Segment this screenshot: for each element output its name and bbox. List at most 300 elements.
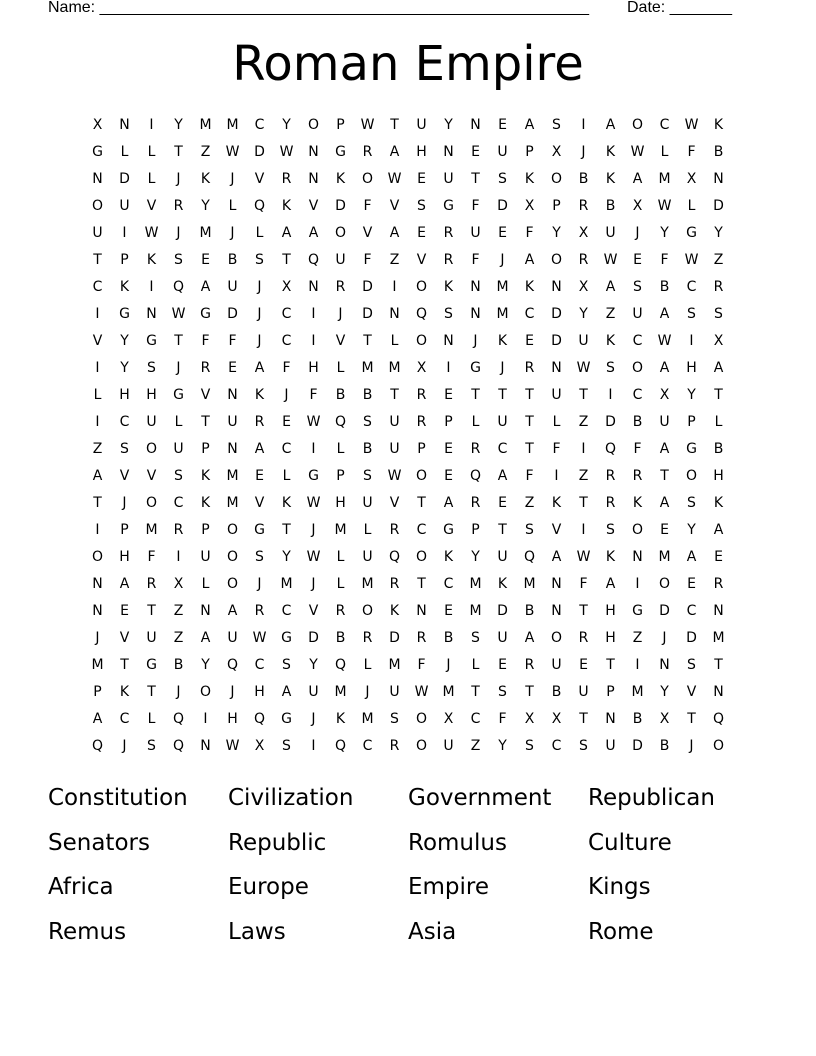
grid-letter: C xyxy=(497,440,508,457)
grid-letter: Q xyxy=(334,413,347,430)
grid-letter: Q xyxy=(172,710,185,727)
grid-letter: I xyxy=(581,521,586,538)
grid-letter: T xyxy=(525,386,534,403)
grid-letter: A xyxy=(551,548,562,565)
grid-letter: I xyxy=(608,386,613,403)
grid-letter: O xyxy=(550,170,563,187)
grid-letter: J xyxy=(230,224,235,241)
grid-letter: B xyxy=(632,413,643,430)
grid-letter: U xyxy=(497,143,508,160)
grid-letter: V xyxy=(146,467,157,484)
grid-letter: F xyxy=(687,143,696,160)
grid-letter: O xyxy=(91,197,104,214)
grid-letter: C xyxy=(119,413,130,430)
grid-letter: J xyxy=(446,656,451,673)
grid-letter: U xyxy=(497,629,508,646)
word-bank-row xyxy=(48,910,768,955)
grid-letter: N xyxy=(119,116,130,133)
grid-row xyxy=(84,111,732,138)
grid-letter: V xyxy=(92,332,103,349)
grid-letter: S xyxy=(120,440,129,457)
grid-letter: V xyxy=(308,197,319,214)
grid-letter: K xyxy=(443,278,454,295)
grid-letter: I xyxy=(95,305,100,322)
grid-letter: S xyxy=(687,305,696,322)
grid-letter: D xyxy=(659,602,670,619)
grid-letter: V xyxy=(308,602,319,619)
grid-letter: S xyxy=(687,656,696,673)
grid-letter: C xyxy=(443,575,454,592)
grid-letter: S xyxy=(633,278,642,295)
grid-letter: R xyxy=(362,629,373,646)
grid-letter: K xyxy=(713,116,724,133)
grid-letter: V xyxy=(686,683,697,700)
grid-letter: C xyxy=(686,602,697,619)
grid-letter: J xyxy=(176,224,181,241)
grid-letter: W xyxy=(414,683,429,700)
word-bank-item: Senators xyxy=(48,829,150,856)
grid-letter: X xyxy=(713,332,724,349)
grid-letter: U xyxy=(578,683,589,700)
grid-letter: I xyxy=(149,278,154,295)
grid-letter: C xyxy=(632,386,643,403)
word-bank-item: Constitution xyxy=(48,785,188,812)
grid-letter: I xyxy=(176,548,181,565)
grid-letter: U xyxy=(227,629,238,646)
grid-letter: W xyxy=(306,413,321,430)
grid-letter: J xyxy=(284,386,289,403)
grid-letter: E xyxy=(120,602,129,619)
grid-letter: C xyxy=(362,737,373,754)
grid-letter: P xyxy=(120,521,129,538)
grid-letter: U xyxy=(578,332,589,349)
grid-letter: G xyxy=(254,521,265,538)
grid-letter: Y xyxy=(660,683,669,700)
grid-letter: O xyxy=(631,116,644,133)
grid-row xyxy=(84,435,732,462)
grid-letter: F xyxy=(228,332,237,349)
grid-letter: F xyxy=(147,548,156,565)
grid-letter: X xyxy=(551,143,562,160)
grid-letter: B xyxy=(713,143,724,160)
word-bank-item: Europe xyxy=(228,874,309,901)
grid-letter: P xyxy=(93,683,102,700)
grid-letter: Z xyxy=(92,440,103,457)
grid-letter: W xyxy=(657,197,672,214)
word-bank-row xyxy=(48,776,768,821)
grid-letter: A xyxy=(605,278,616,295)
grid-letter: X xyxy=(443,710,454,727)
grid-letter: U xyxy=(605,737,616,754)
grid-letter: B xyxy=(443,629,454,646)
grid-letter: J xyxy=(662,629,667,646)
grid-letter: T xyxy=(579,602,588,619)
grid-letter: V xyxy=(254,170,265,187)
grid-letter: J xyxy=(311,521,316,538)
grid-row xyxy=(84,732,732,759)
grid-letter: I xyxy=(554,467,559,484)
grid-letter: C xyxy=(416,521,427,538)
word-bank-item: Laws xyxy=(228,918,286,945)
grid-letter: K xyxy=(632,494,643,511)
grid-letter: T xyxy=(93,494,102,511)
grid-letter: Q xyxy=(253,710,266,727)
grid-letter: F xyxy=(525,224,534,241)
grid-letter: B xyxy=(605,197,616,214)
grid-letter: U xyxy=(389,413,400,430)
grid-row xyxy=(84,462,732,489)
grid-row xyxy=(84,138,732,165)
grid-letter: R xyxy=(416,386,427,403)
grid-letter: U xyxy=(119,197,130,214)
grid-letter: M xyxy=(145,521,158,538)
grid-letter: G xyxy=(335,143,346,160)
grid-letter: I xyxy=(122,224,127,241)
grid-letter: X xyxy=(632,197,643,214)
grid-letter: K xyxy=(605,332,616,349)
grid-letter: S xyxy=(579,737,588,754)
grid-letter: K xyxy=(389,602,400,619)
grid-letter: C xyxy=(254,116,265,133)
grid-row xyxy=(84,678,732,705)
grid-letter: F xyxy=(471,197,480,214)
grid-letter: Z xyxy=(389,251,400,268)
grid-letter: J xyxy=(500,359,505,376)
grid-letter: K xyxy=(254,386,265,403)
grid-letter: O xyxy=(415,710,428,727)
grid-letter: Y xyxy=(471,548,480,565)
grid-row xyxy=(84,516,732,543)
grid-letter: T xyxy=(525,683,534,700)
grid-letter: R xyxy=(578,251,589,268)
grid-letter: S xyxy=(552,116,561,133)
grid-letter: R xyxy=(524,656,535,673)
grid-letter: U xyxy=(173,440,184,457)
grid-letter: B xyxy=(227,251,238,268)
grid-letter: J xyxy=(176,170,181,187)
page-title: Roman Empire xyxy=(232,36,584,92)
grid-letter: X xyxy=(659,710,670,727)
grid-letter: G xyxy=(119,305,130,322)
grid-letter: W xyxy=(576,359,591,376)
grid-letter: E xyxy=(498,494,507,511)
grid-letter: A xyxy=(281,224,292,241)
name-field-label: Name: _______________________________________________________ xyxy=(48,0,589,16)
grid-letter: N xyxy=(551,359,562,376)
grid-letter: Q xyxy=(307,251,320,268)
grid-letter: N xyxy=(389,305,400,322)
grid-letter: R xyxy=(173,521,184,538)
grid-letter: I xyxy=(689,332,694,349)
grid-letter: T xyxy=(417,575,426,592)
grid-letter: Z xyxy=(713,251,724,268)
grid-row xyxy=(84,246,732,273)
grid-letter: H xyxy=(605,629,616,646)
grid-letter: B xyxy=(632,710,643,727)
grid-letter: G xyxy=(686,224,697,241)
grid-letter: S xyxy=(174,467,183,484)
grid-letter: D xyxy=(632,737,643,754)
grid-letter: L xyxy=(552,413,561,430)
grid-letter: R xyxy=(416,629,427,646)
grid-letter: N xyxy=(92,602,103,619)
grid-letter: U xyxy=(200,548,211,565)
grid-letter: L xyxy=(120,143,129,160)
grid-letter: U xyxy=(146,413,157,430)
grid-letter: L xyxy=(714,413,723,430)
grid-letter: Z xyxy=(578,413,589,430)
grid-letter: V xyxy=(362,224,373,241)
grid-letter: C xyxy=(281,440,292,457)
grid-letter: K xyxy=(605,143,616,160)
grid-letter: K xyxy=(524,170,535,187)
grid-letter: A xyxy=(227,602,238,619)
grid-letter: G xyxy=(443,521,454,538)
grid-letter: T xyxy=(525,413,534,430)
grid-letter: A xyxy=(443,494,454,511)
grid-letter: O xyxy=(415,737,428,754)
grid-letter: W xyxy=(306,548,321,565)
grid-letter: P xyxy=(525,143,534,160)
grid-letter: I xyxy=(446,359,451,376)
grid-letter: A xyxy=(92,710,103,727)
grid-letter: N xyxy=(470,116,481,133)
grid-letter: W xyxy=(225,737,240,754)
grid-letter: R xyxy=(470,440,481,457)
grid-row xyxy=(84,705,732,732)
grid-letter: Q xyxy=(469,467,482,484)
grid-letter: V xyxy=(146,197,157,214)
grid-letter: M xyxy=(496,305,509,322)
grid-letter: M xyxy=(226,494,239,511)
grid-letter: A xyxy=(200,278,211,295)
grid-letter: P xyxy=(552,197,561,214)
grid-letter: D xyxy=(551,305,562,322)
grid-letter: S xyxy=(282,737,291,754)
grid-letter: S xyxy=(525,521,534,538)
grid-letter: X xyxy=(524,710,535,727)
grid-letter: K xyxy=(200,170,211,187)
grid-letter: M xyxy=(631,683,644,700)
grid-letter: R xyxy=(416,413,427,430)
grid-letter: O xyxy=(307,116,320,133)
grid-letter: V xyxy=(389,494,400,511)
grid-letter: M xyxy=(334,683,347,700)
word-bank-item: Asia xyxy=(408,918,457,945)
grid-letter: L xyxy=(228,197,237,214)
grid-letter: K xyxy=(119,278,130,295)
grid-letter: Y xyxy=(201,197,210,214)
grid-letter: F xyxy=(282,359,291,376)
grid-letter: M xyxy=(469,602,482,619)
grid-letter: X xyxy=(281,278,292,295)
grid-letter: W xyxy=(630,143,645,160)
grid-letter: M xyxy=(523,575,536,592)
grid-letter: L xyxy=(147,170,156,187)
word-bank-item: Culture xyxy=(588,829,672,856)
grid-letter: L xyxy=(363,656,372,673)
grid-letter: T xyxy=(471,683,480,700)
grid-letter: A xyxy=(119,575,130,592)
grid-letter: T xyxy=(282,251,291,268)
grid-letter: B xyxy=(362,386,373,403)
grid-letter: E xyxy=(282,413,291,430)
grid-letter: T xyxy=(606,656,615,673)
grid-letter: Z xyxy=(173,602,184,619)
grid-letter: U xyxy=(443,737,454,754)
grid-letter: O xyxy=(145,494,158,511)
word-bank xyxy=(48,776,768,954)
grid-letter: F xyxy=(660,251,669,268)
grid-letter: H xyxy=(227,710,238,727)
word-bank-item: Empire xyxy=(408,874,490,901)
grid-letter: X xyxy=(92,116,103,133)
grid-letter: N xyxy=(200,602,211,619)
grid-letter: K xyxy=(443,548,454,565)
grid-letter: A xyxy=(605,116,616,133)
grid-letter: J xyxy=(176,359,181,376)
grid-letter: Q xyxy=(523,548,536,565)
grid-letter: G xyxy=(308,467,319,484)
grid-letter: U xyxy=(389,440,400,457)
grid-letter: N xyxy=(551,575,562,592)
grid-letter: A xyxy=(92,467,103,484)
grid-letter: O xyxy=(91,548,104,565)
grid-letter: I xyxy=(203,710,208,727)
grid-letter: Z xyxy=(200,143,211,160)
word-bank-row xyxy=(48,865,768,910)
grid-letter: J xyxy=(473,332,478,349)
grid-letter: R xyxy=(254,413,265,430)
grid-letter: N xyxy=(713,170,724,187)
word-bank-item: Government xyxy=(408,785,552,812)
grid-letter: A xyxy=(308,224,319,241)
grid-letter: B xyxy=(173,656,184,673)
grid-letter: K xyxy=(119,683,130,700)
grid-letter: E xyxy=(255,467,264,484)
grid-letter: K xyxy=(200,494,211,511)
grid-letter: D xyxy=(551,332,562,349)
grid-letter: T xyxy=(417,494,426,511)
grid-letter: A xyxy=(659,440,670,457)
grid-letter: W xyxy=(144,224,159,241)
grid-letter: A xyxy=(686,548,697,565)
grid-letter: N xyxy=(551,278,562,295)
grid-letter: L xyxy=(471,413,480,430)
grid-letter: J xyxy=(338,305,343,322)
grid-letter: S xyxy=(498,170,507,187)
grid-letter: J xyxy=(500,251,505,268)
grid-letter: P xyxy=(201,440,210,457)
grid-letter: M xyxy=(226,467,239,484)
grid-row xyxy=(84,489,732,516)
grid-letter: W xyxy=(387,170,402,187)
grid-letter: Y xyxy=(444,116,453,133)
grid-letter: T xyxy=(390,386,399,403)
word-bank-item: Africa xyxy=(48,874,114,901)
grid-letter: R xyxy=(713,575,724,592)
grid-letter: B xyxy=(578,170,589,187)
grid-letter: F xyxy=(471,251,480,268)
grid-letter: N xyxy=(632,548,643,565)
grid-letter: H xyxy=(308,359,319,376)
grid-letter: H xyxy=(119,548,130,565)
grid-letter: Z xyxy=(470,737,481,754)
letter-grid xyxy=(84,111,732,759)
grid-letter: N xyxy=(713,602,724,619)
grid-letter: A xyxy=(713,359,724,376)
grid-letter: O xyxy=(226,575,239,592)
grid-row xyxy=(84,543,732,570)
grid-letter: R xyxy=(443,251,454,268)
grid-letter: Z xyxy=(173,629,184,646)
grid-letter: P xyxy=(471,521,480,538)
grid-letter: Y xyxy=(687,521,696,538)
grid-letter: R xyxy=(605,494,616,511)
grid-letter: S xyxy=(498,683,507,700)
grid-letter: O xyxy=(361,602,374,619)
grid-letter: C xyxy=(281,305,292,322)
grid-row xyxy=(84,327,732,354)
grid-letter: P xyxy=(687,413,696,430)
grid-letter: W xyxy=(684,251,699,268)
grid-letter: Q xyxy=(253,197,266,214)
grid-letter: H xyxy=(146,386,157,403)
grid-letter: M xyxy=(469,575,482,592)
grid-letter: G xyxy=(470,359,481,376)
grid-letter: J xyxy=(122,737,127,754)
grid-letter: O xyxy=(226,548,239,565)
grid-letter: U xyxy=(146,629,157,646)
grid-letter: V xyxy=(335,332,346,349)
grid-letter: O xyxy=(226,521,239,538)
grid-letter: T xyxy=(525,440,534,457)
grid-letter: K xyxy=(146,251,157,268)
grid-letter: Q xyxy=(334,656,347,673)
grid-letter: Y xyxy=(309,656,318,673)
grid-letter: R xyxy=(389,737,400,754)
grid-letter: J xyxy=(230,683,235,700)
grid-letter: F xyxy=(552,440,561,457)
grid-letter: U xyxy=(362,494,373,511)
grid-letter: N xyxy=(308,278,319,295)
grid-row xyxy=(84,570,732,597)
grid-letter: S xyxy=(255,548,264,565)
grid-letter: F xyxy=(579,575,588,592)
grid-letter: R xyxy=(632,467,643,484)
grid-letter: T xyxy=(687,710,696,727)
grid-letter: M xyxy=(496,278,509,295)
grid-letter: H xyxy=(713,467,724,484)
grid-letter: P xyxy=(120,251,129,268)
grid-letter: I xyxy=(581,440,586,457)
grid-letter: Q xyxy=(226,656,239,673)
grid-letter: S xyxy=(282,656,291,673)
grid-letter: R xyxy=(389,521,400,538)
grid-letter: F xyxy=(525,467,534,484)
grid-letter: F xyxy=(309,386,318,403)
grid-letter: L xyxy=(147,710,156,727)
grid-letter: R xyxy=(605,467,616,484)
grid-letter: U xyxy=(551,656,562,673)
grid-letter: I xyxy=(311,305,316,322)
grid-letter: B xyxy=(362,440,373,457)
grid-letter: R xyxy=(470,494,481,511)
grid-letter: Q xyxy=(415,305,428,322)
grid-letter: K xyxy=(335,710,346,727)
grid-letter: G xyxy=(281,710,292,727)
grid-letter: W xyxy=(684,116,699,133)
